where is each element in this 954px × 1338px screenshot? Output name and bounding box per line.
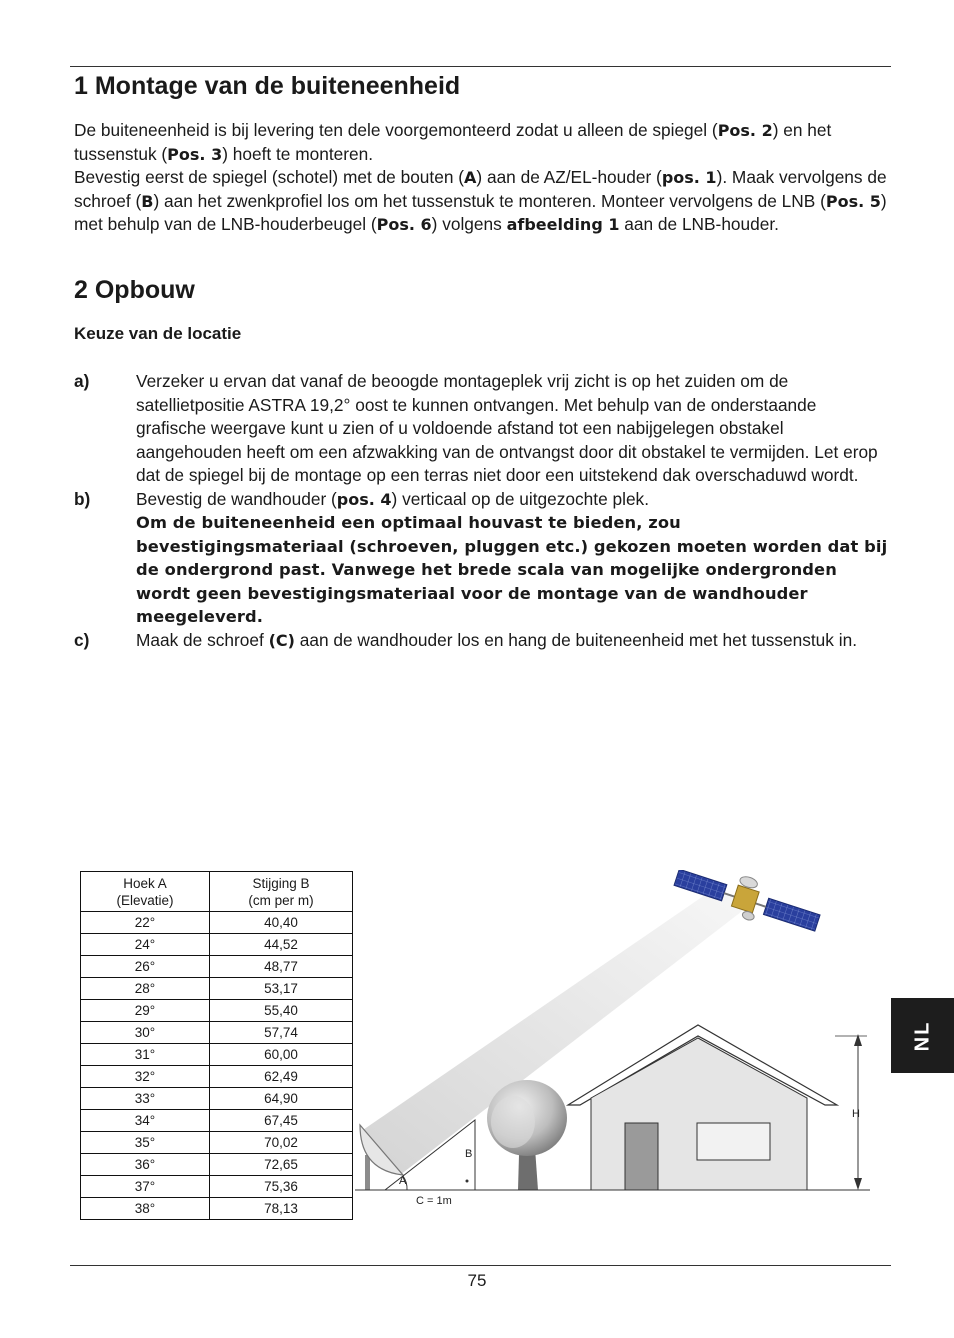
location-subheading: Keuze van de locatie: [74, 324, 242, 343]
table-row: [81, 1110, 353, 1132]
house-door: [625, 1123, 658, 1190]
section-2-heading: 2 Opbouw: [74, 276, 195, 304]
cell-angle: 29°: [81, 1000, 210, 1022]
table-row: [81, 1176, 353, 1198]
page-number: 75: [467, 1271, 487, 1290]
list-item-b: b) Bevestig de wandhouder (pos. 4) verticaal op de uitgezochte plek. Om de buiteneenheid een optimaal houvast te bieden, zou bevestigingsmateriaal (schroeven, pluggen etc.) gekozen moeten worden dat bij de ondergrond past. Vanwege het brede scala van mogelijke ondergronden wordt geen bevestigingsmateriaal voor de montage van de wandhouder meegeleverd.: [74, 488, 889, 629]
cell-angle: 33°: [81, 1088, 210, 1110]
cell-rise: 60,00: [210, 1044, 353, 1066]
height-dimension: [835, 1034, 867, 1190]
cell-rise: 70,02: [210, 1132, 353, 1154]
table-row: [81, 956, 353, 978]
cell-rise: 78,13: [210, 1198, 353, 1220]
bottom-rule: [70, 1265, 891, 1266]
right-angle-marker: [466, 1180, 469, 1183]
language-tab: NL: [891, 998, 954, 1073]
list-item-a: a) Verzeker u ervan dat vanaf de beoogde montageplek vrij zicht is op het zuiden om de satellietpositie ASTRA 19,2° oost te kunnen ontvangen. Met behulp van de onderstaande grafische weergave kunt u zien of u voldoende afstand tot een nabijgelegen obstakel aangehouden heeft om een afzwakking van de ontvangst door dit obstakel te vermijden. Let erop dat de spiegel bij de montage op een terras niet door een uitstekend dak overschaduwd wordt.: [74, 371, 878, 485]
paragraph-intro: De buiteneenheid is bij levering ten dele voorgemonteerd zodat u alleen de spiegel (Pos. 2) en het tussenstuk (Pos. 3) hoeft te monteren.: [74, 120, 832, 164]
section-1-heading: 1 Montage van de buiteneenheid: [74, 72, 461, 100]
table-row: [81, 934, 353, 956]
cell-rise: 53,17: [210, 978, 353, 1000]
house-icon: [568, 1025, 837, 1190]
cell-rise: 48,77: [210, 956, 353, 978]
header-angle: Hoek A (Elevatie): [81, 872, 210, 912]
top-rule: [70, 66, 891, 67]
table-row: [81, 978, 353, 1000]
table-row: [81, 1044, 353, 1066]
cell-rise: 75,36: [210, 1176, 353, 1198]
table-row: [81, 1022, 353, 1044]
cell-angle: 38°: [81, 1198, 210, 1220]
cell-rise: 72,65: [210, 1154, 353, 1176]
table-row: [81, 1132, 353, 1154]
cell-angle: 30°: [81, 1022, 210, 1044]
label-b: B: [465, 1148, 473, 1160]
house-window: [697, 1123, 770, 1160]
cell-angle: 32°: [81, 1066, 210, 1088]
list-item-c: c) Maak de schroef (C) aan de wandhouder los en hang de buiteneenheid met het tussenstuk in.: [74, 629, 857, 650]
table-header-row: [81, 872, 353, 912]
cell-angle: 36°: [81, 1154, 210, 1176]
cell-rise: 57,74: [210, 1022, 353, 1044]
cell-rise: 62,49: [210, 1066, 353, 1088]
header-rise: Stijging B (cm per m): [210, 872, 353, 912]
table-row: [81, 1198, 353, 1220]
cell-angle: 37°: [81, 1176, 210, 1198]
table-row: [81, 1066, 353, 1088]
mounting-material-note: Om de buiteneenheid een optimaal houvast te bieden, zou bevestigingsmateriaal (schroeven, pluggen etc.) gekozen moeten worden dat bij de ondergrond past. Vanwege het brede scala van mogelijke ondergronden wordt geen bevestigingsmateriaal voor de montage van de wandhouder meegeleverd.: [136, 513, 888, 626]
elevation-table: [80, 871, 353, 1220]
cell-angle: 28°: [81, 978, 210, 1000]
cell-angle: 35°: [81, 1132, 210, 1154]
tree-icon: [487, 1080, 567, 1190]
label-a: A: [399, 1175, 407, 1187]
cell-angle: 24°: [81, 934, 210, 956]
cell-angle: 31°: [81, 1044, 210, 1066]
cell-angle: 34°: [81, 1110, 210, 1132]
cell-angle: 22°: [81, 912, 210, 934]
table-row: [81, 1088, 353, 1110]
cell-rise: 55,40: [210, 1000, 353, 1022]
label-h: H: [852, 1108, 860, 1120]
table-row: [81, 1154, 353, 1176]
paragraph-mounting: Bevestig eerst de spiegel (schotel) met de bouten (A) aan de AZ/EL-houder (pos. 1). Maak vervolgens de schroef (B) aan het zwenkprofiel los om het tussenstuk te monteren. Monteer vervolgens de LNB (Pos. 5) met behulp van de LNB-houderbeugel (Pos. 6) volgens afbeelding 1 aan de LNB-houder.: [74, 167, 887, 234]
cell-rise: 67,45: [210, 1110, 353, 1132]
obstacle-diagram: [355, 870, 875, 1220]
cell-angle: 26°: [81, 956, 210, 978]
cell-rise: 40,40: [210, 912, 353, 934]
table-row: [81, 1000, 353, 1022]
cell-rise: 64,90: [210, 1088, 353, 1110]
label-c: C = 1m: [416, 1195, 452, 1207]
section-1-body: [74, 119, 889, 237]
cell-rise: 44,52: [210, 934, 353, 956]
table-row: [81, 912, 353, 934]
instruction-list: [74, 370, 889, 652]
